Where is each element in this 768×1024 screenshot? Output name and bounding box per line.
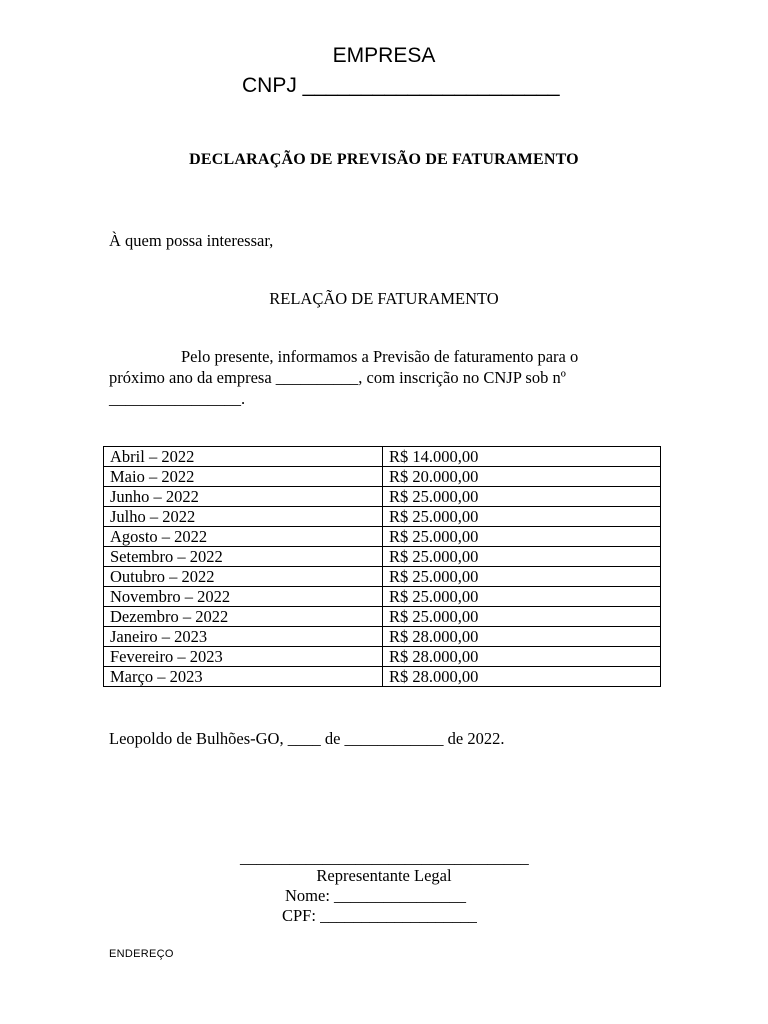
amount-cell: R$ 28.000,00 [383, 627, 661, 647]
intro-paragraph-line-2: próximo ano da empresa __________, com inscrição no CNJP sob nº [109, 368, 566, 387]
period-cell: Julho – 2022 [104, 507, 383, 527]
signature-line: ___________________________________ [240, 848, 529, 867]
period-cell: Fevereiro – 2023 [104, 647, 383, 667]
address-label: ENDEREÇO [109, 948, 174, 960]
revenue-table [103, 446, 661, 687]
cnpj-line: CNPJ ______________________ [242, 74, 560, 97]
amount-cell: R$ 25.000,00 [383, 527, 661, 547]
amount-cell: R$ 25.000,00 [383, 567, 661, 587]
amount-cell: R$ 14.000,00 [383, 447, 661, 467]
period-cell: Abril – 2022 [104, 447, 383, 467]
period-cell: Outubro – 2022 [104, 567, 383, 587]
period-cell: Março – 2023 [104, 667, 383, 687]
table-row [104, 627, 661, 647]
amount-cell: R$ 25.000,00 [383, 607, 661, 627]
table-row [104, 667, 661, 687]
intro-paragraph-line-1: Pelo presente, informamos a Previsão de faturamento para o [181, 347, 579, 366]
table-row [104, 487, 661, 507]
amount-cell: R$ 25.000,00 [383, 507, 661, 527]
period-cell: Setembro – 2022 [104, 547, 383, 567]
table-row [104, 447, 661, 467]
table-row [104, 607, 661, 627]
amount-cell: R$ 25.000,00 [383, 487, 661, 507]
period-cell: Junho – 2022 [104, 487, 383, 507]
table-row [104, 507, 661, 527]
signature-role: Representante Legal [316, 866, 452, 885]
period-cell: Agosto – 2022 [104, 527, 383, 547]
signature-cpf-line: CPF: ___________________ [282, 906, 477, 925]
amount-cell: R$ 28.000,00 [383, 647, 661, 667]
table-row [104, 567, 661, 587]
period-cell: Janeiro – 2023 [104, 627, 383, 647]
greeting: À quem possa interessar, [109, 231, 274, 250]
amount-cell: R$ 25.000,00 [383, 587, 661, 607]
amount-cell: R$ 25.000,00 [383, 547, 661, 567]
period-cell: Dezembro – 2022 [104, 607, 383, 627]
intro-paragraph-line-3: ________________. [109, 389, 246, 408]
company-name: EMPRESA [332, 44, 436, 67]
period-cell: Maio – 2022 [104, 467, 383, 487]
place-date-line: Leopoldo de Bulhões-GO, ____ de ____________ de 2022. [109, 729, 505, 748]
document-title: DECLARAÇÃO DE PREVISÃO DE FATURAMENTO [189, 151, 579, 168]
amount-cell: R$ 20.000,00 [383, 467, 661, 487]
signature-name-line: Nome: ________________ [285, 886, 467, 905]
revenue-table-body [104, 447, 661, 687]
table-row [104, 647, 661, 667]
section-title: RELAÇÃO DE FATURAMENTO [269, 289, 499, 308]
table-row [104, 587, 661, 607]
table-row [104, 547, 661, 567]
period-cell: Novembro – 2022 [104, 587, 383, 607]
table-row [104, 527, 661, 547]
table-row [104, 467, 661, 487]
amount-cell: R$ 28.000,00 [383, 667, 661, 687]
